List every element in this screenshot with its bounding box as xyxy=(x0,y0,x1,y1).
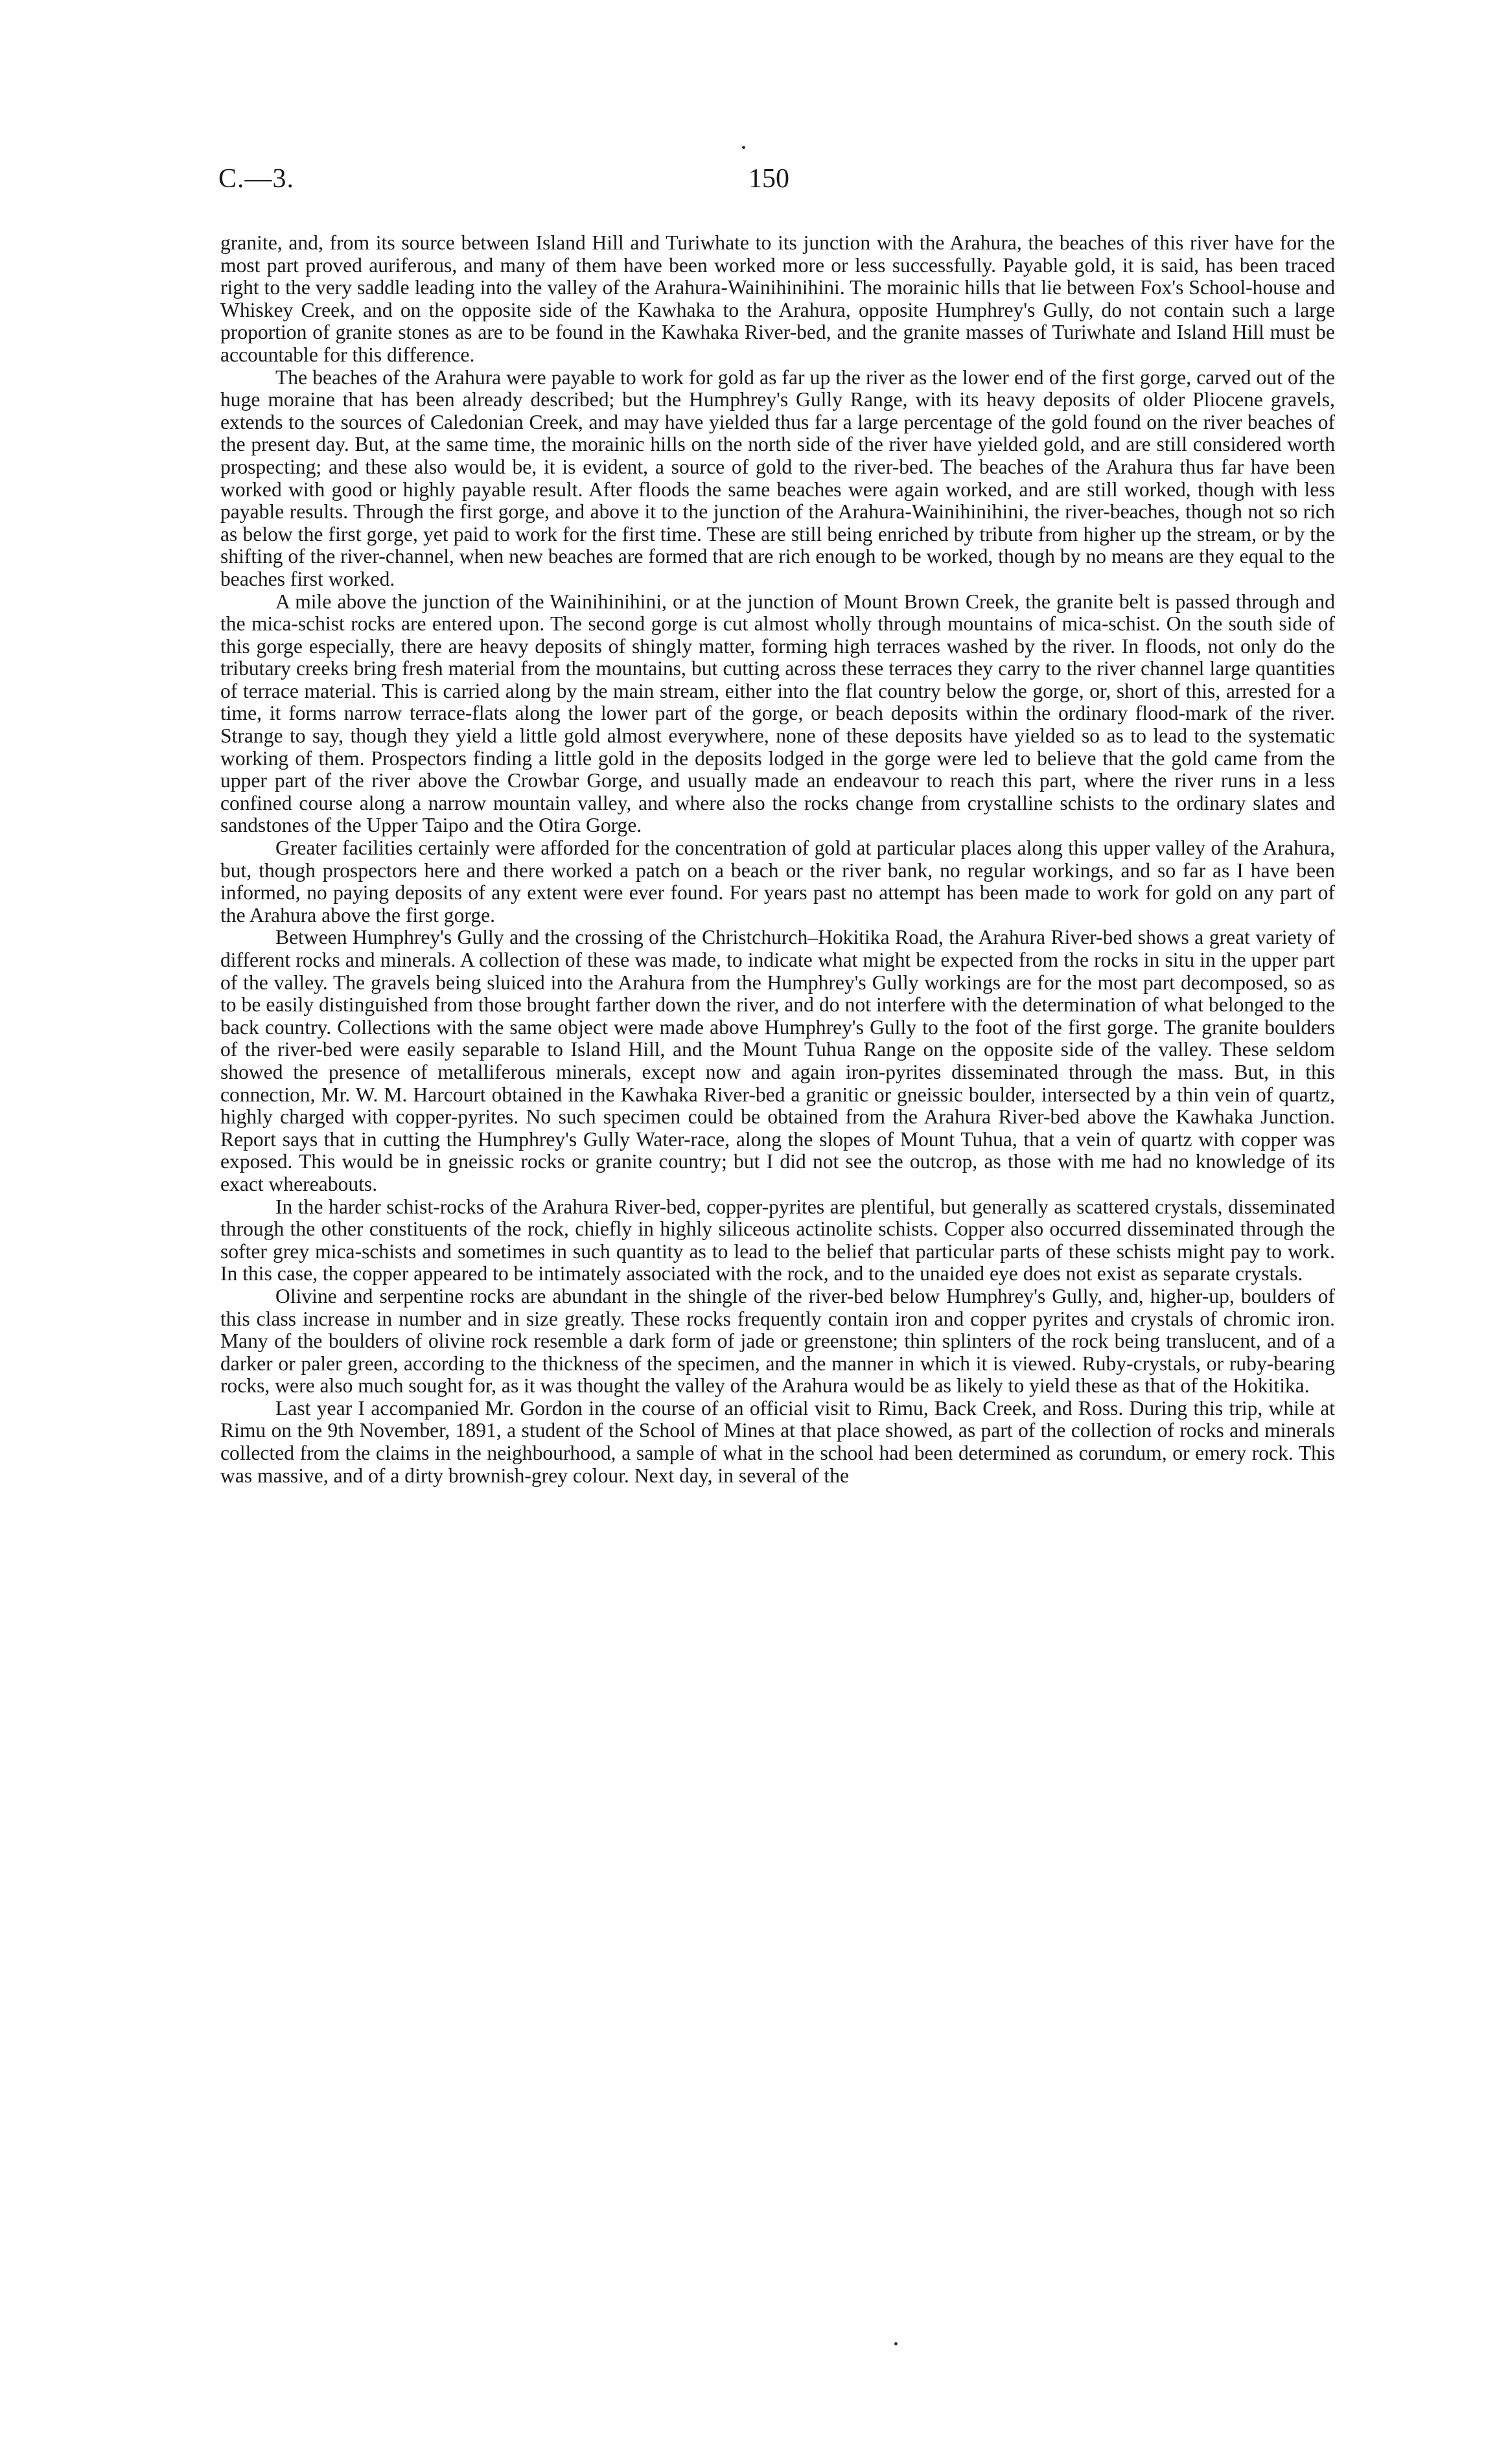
paragraph: Greater facilities certainly were afforded for the concentration of gold at particular places along this upper valley of the Arahura, but, though prospectors here and there worked a patch on a beach or the river bank, no regular workings, and so far as I have been informed, no paying deposits of any extent were ever found. For years past no attempt has been made to work for gold on any part of the Arahura above the first gorge. xyxy=(220,836,1335,927)
document-page xyxy=(211,0,1345,2464)
paragraph: Between Humphrey's Gully and the crossing of the Christchurch–Hokitika Road, the Arahura River-bed shows a great variety of different rocks and minerals. A collection of these was made, to indicate what might be expected from the rocks in situ in the upper part of the valley. The gravels being sluiced into the Arahura from the Humphrey's Gully workings are for the most part decomposed, so as to be easily distinguished from those brought farther down the river, and do not interfere with the determination of what belonged to the back country. Collections with the same object were made above Humphrey's Gully to the foot of the first gorge. The granite boulders of the river-bed were easily separable to Island Hill, and the Mount Tuhua Range on the opposite side of the valley. These seldom showed the presence of metalliferous minerals, except now and again iron-pyrites disseminated through the mass. But, in this connection, Mr. W. M. Harcourt obtained in the Kawhaka River-bed a granitic or gneissic boulder, intersected by a thin vein of quartz, highly charged with copper-pyrites. No such specimen could be obtained from the Arahura River-bed above the Kawhaka Junction. Report says that in cutting the Humphrey's Gully Water-race, along the slopes of Mount Tuhua, that a vein of quartz with copper was exposed. This would be in gneissic rocks or granite country; but I did not see the outcrop, as those with me had no knowledge of its exact whereabouts. xyxy=(220,926,1335,1195)
paragraph: The beaches of the Arahura were payable to work for gold as far up the river as the lower end of the first gorge, carved out of the huge moraine that has been already described; but the Humphrey's Gully Range, with its heavy deposits of older Pliocene gravels, extends to the sources of Caledonian Creek, and may have yielded thus far a large percentage of the gold found on the river beaches of the present day. But, at the same time, the morainic hills on the north side of the river have yielded gold, and are still considered worth prospecting; and these also would be, it is evident, a source of gold to the river-bed. The beaches of the Arahura thus far have been worked with good or highly payable result. After floods the same beaches were again worked, and are still worked, though with less payable results. Through the first gorge, and above it to the junction of the Arahura-Wainihinihini, the river-beaches, though not so rich as below the first gorge, yet paid to work for the first time. These are still being enriched by tribute from higher up the stream, or by the shifting of the river-channel, when new beaches are formed that are rich enough to be worked, though by no means are they equal to the beaches first worked. xyxy=(220,365,1335,590)
page-header xyxy=(211,163,1345,202)
paragraph: In the harder schist-rocks of the Arahura River-bed, copper-pyrites are plentiful, but generally as scattered crystals, disseminated through the other constituents of the rock, chiefly in highly siliceous actinolite schists. Copper also occurred disseminated through the softer grey mica-schists and sometimes in such quantity as to lead to the belief that particular parts of these schists might pay to work. In this case, the copper appeared to be intimately associated with the rock, and to the unaided eye does not exist as separate crystals. xyxy=(220,1195,1335,1285)
body-text xyxy=(220,232,1335,1487)
page-number: 150 xyxy=(748,164,789,194)
print-speck xyxy=(894,2342,898,2345)
paragraph: Olivine and serpentine rocks are abundant in the shingle of the river-bed below Humphrey's Gully, and, higher-up, boulders of this class increase in number and in size greatly. These rocks frequently contain iron and copper pyrites and crystals of chromic iron. Many of the boulders of olivine rock resemble a dark form of jade or greenstone; thin splinters of the rock being translucent, and of a darker or paler green, according to the thickness of the specimen, and the manner in which it is viewed. Ruby-crystals, or ruby-bearing rocks, were also much sought for, as it was thought the valley of the Arahura would be as likely to yield these as that of the Hokitika. xyxy=(220,1284,1335,1398)
print-speck xyxy=(742,146,745,149)
paragraph: A mile above the junction of the Wainihinihini, or at the junction of Mount Brown Creek, the granite belt is passed through and the mica-schist rocks are entered upon. The second gorge is cut almost wholly through mountains of mica-schist. On the south side of this gorge especially, there are heavy deposits of shingly matter, forming high terraces washed by the river. In floods, not only do the tributary creeks bring fresh material from the mountains, but cutting across these terraces they carry to the river channel large quantities of terrace material. This is carried along by the main stream, either into the flat country below the gorge, or, short of this, arrested for a time, it forms narrow terrace-flats along the lower part of the gorge, or beach deposits within the ordinary flood-mark of the river. Strange to say, though they yield a little gold almost everywhere, none of these deposits have yielded so as to lead to the systematic working of them. Prospectors finding a little gold in the deposits lodged in the gorge were led to believe that the gold came from the upper part of the river above the Crowbar Gorge, and usually made an endeavour to reach this part, where the river runs in a less confined course along a narrow mountain valley, and where also the rocks change from crystalline schists to the ordinary slates and sandstones of the Upper Taipo and the Otira Gorge. xyxy=(220,590,1335,837)
paragraph: granite, and, from its source between Island Hill and Turiwhate to its junction with the Arahura, the beaches of this river have for the most part proved auriferous, and many of them have been worked more or less successfully. Payable gold, it is said, has been traced right to the very saddle leading into the valley of the Arahura-Wainihinihini. The morainic hills that lie between Fox's School-house and Whiskey Creek, and on the opposite side of the Kawhaka to the Arahura, opposite Humphrey's Gully, do not contain such a large proportion of granite stones as are to be found in the Kawhaka River-bed, and the granite masses of Turiwhate and Island Hill must be accountable for this difference. xyxy=(220,231,1335,366)
paragraph: Last year I accompanied Mr. Gordon in the course of an official visit to Rimu, Back Creek, and Ross. During this trip, while at Rimu on the 9th November, 1891, a student of the School of Mines at that place showed, as part of the collection of rocks and minerals collected from the claims in the neighbourhood, a sample of what in the school had been determined as corundum, or emery rock. This was massive, and of a dirty brownish-grey colour. Next day, in several of the xyxy=(220,1396,1335,1487)
report-code: C.—3. xyxy=(218,164,295,194)
